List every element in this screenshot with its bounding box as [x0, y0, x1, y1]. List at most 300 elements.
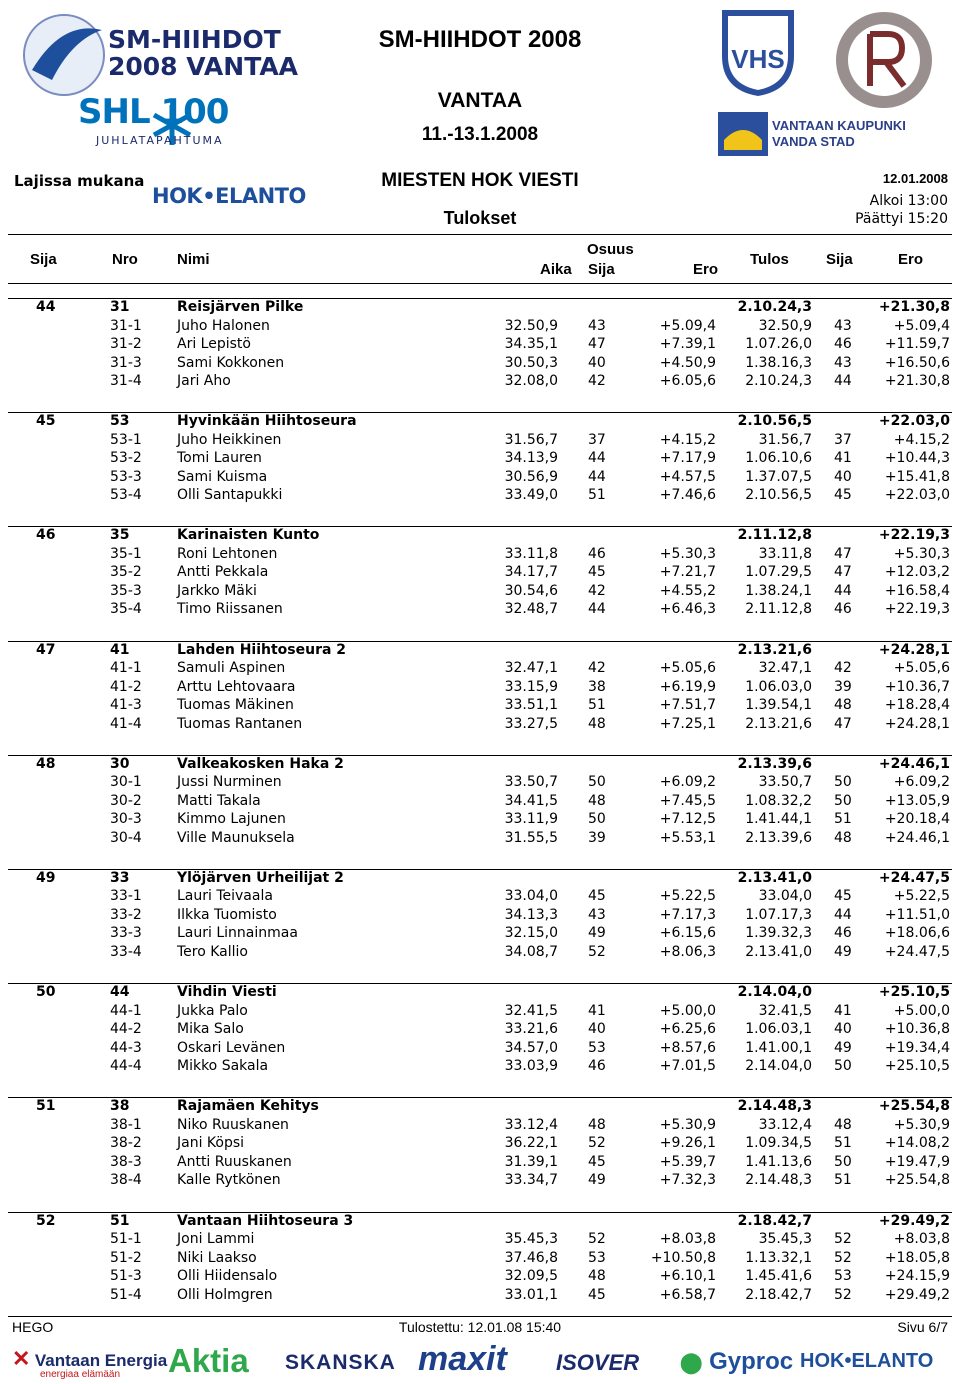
leg-aika: 31.39,1: [504, 1153, 558, 1170]
leg-name: Joni Lammi: [177, 1231, 255, 1247]
leg-osuus-ero: +7.01,5: [659, 1058, 716, 1075]
leg-row: [0, 1230, 960, 1249]
leg-tulos-sija: 49: [834, 1039, 852, 1056]
leg-name: Jussi Nurminen: [177, 774, 282, 791]
leg-name: Mika Salo: [177, 1021, 244, 1038]
grid-line-name: [170, 888, 171, 962]
leg-osuus-sija: 43: [588, 906, 606, 923]
leg-osuus-sija: 45: [588, 564, 606, 581]
race-date: 12.01.2008: [882, 171, 948, 186]
leg-nro: 51-3: [110, 1268, 142, 1284]
leg-tulos: 2.14.48,3: [745, 1172, 812, 1189]
team-row: [0, 412, 960, 431]
leg-osuus-ero: +10.50,8: [650, 1249, 716, 1266]
leg-tulos: 1.45.41,6: [745, 1268, 812, 1284]
grid-line-ero: [866, 1116, 867, 1190]
leg-tulos-ero: +5.30,3: [893, 545, 950, 562]
vhs-logo-icon: [718, 6, 798, 98]
leg-osuus-sija: 42: [588, 373, 606, 389]
team-rank: 46: [36, 527, 56, 544]
team-block: [0, 641, 960, 755]
isover-logo: ISOVER: [556, 1350, 640, 1375]
hok-elanto-footer-logo: HOK•ELANTO: [800, 1350, 934, 1372]
grid-line-sija: [826, 545, 827, 619]
leg-row: [0, 1134, 960, 1153]
leg-row: [0, 1267, 960, 1286]
leg-osuus-sija: 46: [588, 545, 606, 562]
grid-line-aika: [488, 545, 489, 619]
leg-tulos-sija: 53: [834, 1268, 852, 1284]
leg-tulos: 1.09.34,5: [745, 1135, 812, 1152]
leg-nro: 41-4: [110, 715, 142, 732]
leg-osuus-sija: 50: [588, 774, 606, 791]
leg-row: [0, 1153, 960, 1172]
leg-tulos-ero: +24.46,1: [884, 829, 950, 846]
leg-tulos-ero: +5.00,0: [893, 1002, 950, 1019]
leg-aika: 31.56,7: [504, 431, 558, 448]
leg-nro: 30-3: [110, 811, 142, 828]
leg-row: [0, 486, 960, 505]
leg-name: Ari Lepistö: [177, 336, 251, 352]
leg-name: Matti Takala: [177, 792, 261, 809]
leg-tulos: 33.11,8: [758, 545, 812, 562]
leg-tulos: 2.10.56,5: [745, 487, 812, 504]
grid-line-aika: [488, 888, 489, 962]
leg-osuus-ero: +8.06,3: [659, 943, 716, 960]
leg-tulos-ero: +20.18,4: [884, 811, 950, 828]
leg-aika: 34.13,3: [504, 906, 558, 923]
leg-row: [0, 317, 960, 336]
leg-osuus-ero: +6.58,7: [659, 1286, 716, 1303]
leg-osuus-ero: +7.32,3: [659, 1172, 716, 1189]
page-title: SM-HIIHDOT 2008: [378, 26, 582, 53]
leg-osuus-sija: 49: [588, 1172, 606, 1189]
leg-osuus-sija: 51: [588, 487, 606, 504]
team-nro: 51: [110, 1212, 130, 1229]
leg-osuus-ero: +8.03,8: [659, 1231, 716, 1247]
leg-tulos-ero: +10.36,7: [884, 678, 950, 695]
skanska-logo: SKANSKA: [285, 1351, 396, 1374]
leg-tulos-sija: 43: [834, 317, 852, 334]
leg-aika: 34.13,9: [504, 450, 558, 467]
grid-line-sija: [826, 431, 827, 505]
grid-line-osija: [585, 1002, 586, 1076]
leg-name: Sami Kuisma: [177, 468, 268, 485]
vantaan-energia-logo: ✕ Vantaan Energia energiaa elämään: [12, 1346, 168, 1380]
team-ero: +22.03,0: [878, 413, 950, 430]
team-block: [0, 298, 960, 412]
grid-line-aika: [488, 317, 489, 391]
leg-osuus-sija: 45: [588, 1286, 606, 1303]
leg-osuus-sija: 49: [588, 925, 606, 942]
leg-nro: 38-2: [110, 1135, 142, 1152]
grid-line-ero: [866, 317, 867, 391]
leg-nro: 38-1: [110, 1116, 142, 1133]
leg-name: Olli Holmgren: [177, 1286, 273, 1303]
leg-name: Juho Heikkinen: [177, 431, 282, 448]
grid-line-tulos: [722, 1231, 723, 1305]
leg-row: [0, 906, 960, 925]
leg-name: Antti Ruuskanen: [177, 1153, 292, 1170]
leg-nro: 31-4: [110, 373, 142, 389]
leg-tulos-sija: 50: [834, 1058, 852, 1075]
leg-row: [0, 1039, 960, 1058]
leg-aika: 35.45,3: [504, 1231, 558, 1247]
leg-nro: 30-4: [110, 829, 142, 846]
team-rank: 52: [36, 1212, 56, 1229]
leg-tulos-sija: 37: [834, 431, 852, 448]
leg-aika: 32.48,7: [504, 601, 558, 618]
leg-tulos-ero: +14.08,2: [884, 1135, 950, 1152]
team-name: Karinaisten Kunto: [177, 527, 320, 544]
leg-tulos-sija: 50: [834, 774, 852, 791]
leg-row: [0, 1171, 960, 1190]
leg-aika: 33.15,9: [504, 678, 558, 695]
leg-row: [0, 545, 960, 564]
leg-tulos: 1.39.32,3: [745, 925, 812, 942]
leg-nro: 35-1: [110, 545, 142, 562]
leg-row: [0, 678, 960, 697]
leg-aika: 33.21,6: [504, 1021, 558, 1038]
leg-row: [0, 354, 960, 373]
leg-tulos-sija: 44: [834, 582, 852, 599]
leg-osuus-ero: +6.05,6: [659, 373, 716, 389]
leg-row: [0, 1116, 960, 1135]
leg-tulos: 1.06.03,0: [745, 678, 812, 695]
gyproc-logo: [680, 1348, 793, 1376]
leg-tulos: 2.13.39,6: [745, 829, 812, 846]
grid-line-aika: [488, 774, 489, 848]
leg-aika: 33.27,5: [504, 715, 558, 732]
leg-aika: 32.15,0: [504, 925, 558, 942]
leg-name: Lauri Teivaala: [177, 888, 273, 905]
maxit-logo: maxit: [418, 1340, 507, 1378]
leg-osuus-ero: +6.46,3: [659, 601, 716, 618]
team-row: [0, 641, 960, 660]
leg-nro: 33-3: [110, 925, 142, 942]
leg-tulos-ero: +16.58,4: [884, 582, 950, 599]
leg-name: Kimmo Lajunen: [177, 811, 286, 828]
team-name: Vantaan Hiihtoseura 3: [177, 1212, 354, 1229]
leg-row: [0, 1020, 960, 1039]
leg-tulos-ero: +15.41,8: [884, 468, 950, 485]
leg-aika: 32.09,5: [504, 1268, 558, 1284]
leg-osuus-ero: +7.12,5: [659, 811, 716, 828]
leg-nro: 41-3: [110, 697, 142, 714]
leg-nro: 53-2: [110, 450, 142, 467]
leg-name: Roni Lehtonen: [177, 545, 278, 562]
leg-nro: 53-4: [110, 487, 142, 504]
leg-row: [0, 372, 960, 391]
grid-line-name: [170, 1002, 171, 1076]
team-block: [0, 869, 960, 983]
footer-rule: [8, 1316, 952, 1317]
grid-line-name: [170, 545, 171, 619]
leg-row: [0, 943, 960, 962]
team-row: [0, 1097, 960, 1116]
leg-nro: 35-2: [110, 564, 142, 581]
leg-tulos: 1.38.16,3: [745, 354, 812, 371]
leg-tulos-ero: +19.47,9: [884, 1153, 950, 1170]
leg-osuus-sija: 37: [588, 431, 606, 448]
leg-row: [0, 810, 960, 829]
leg-osuus-sija: 45: [588, 888, 606, 905]
footer-left: HEGO: [12, 1319, 54, 1335]
team-rank: 50: [36, 984, 56, 1001]
leg-osuus-sija: 41: [588, 1002, 606, 1019]
leg-row: [0, 715, 960, 734]
logo-title-line-2: 2008 VANTAA: [108, 52, 299, 81]
leg-tulos: 1.06.03,1: [745, 1021, 812, 1038]
grid-line-aika: [488, 660, 489, 734]
col-tulos-ero: Ero: [898, 251, 924, 268]
leg-row: [0, 563, 960, 582]
leg-name: Tero Kallio: [177, 943, 248, 960]
leg-nro: 44-2: [110, 1021, 142, 1038]
leg-osuus-ero: +5.05,6: [659, 660, 716, 677]
leg-osuus-ero: +8.57,6: [659, 1039, 716, 1056]
leg-tulos-sija: 50: [834, 1153, 852, 1170]
leg-tulos-sija: 46: [834, 925, 852, 942]
leg-tulos-ero: +18.28,4: [884, 697, 950, 714]
grid-line-osija: [585, 317, 586, 391]
team-ero: +25.10,5: [878, 984, 950, 1001]
grid-line-name: [170, 317, 171, 391]
end-time: Päättyi 15:20: [855, 211, 948, 227]
gyproc-name: Gyproc: [709, 1348, 794, 1375]
grid-line-name: [170, 660, 171, 734]
leg-tulos-ero: +5.22,5: [893, 888, 950, 905]
grid-line-tulos: [722, 431, 723, 505]
grid-line-sija: [826, 1231, 827, 1305]
leg-osuus-ero: +7.21,7: [659, 564, 716, 581]
leg-aika: 33.01,1: [504, 1286, 558, 1303]
footer-page: Sivu 6/7: [897, 1319, 948, 1335]
header-bottom-rule: [8, 283, 952, 284]
team-nro: 30: [110, 755, 130, 772]
leg-aika: 33.11,8: [504, 545, 558, 562]
leg-nro: 53-1: [110, 431, 142, 448]
leg-nro: 41-2: [110, 678, 142, 695]
hok-elanto-logo: HOK•ELANTO: [152, 184, 306, 208]
leg-tulos-ero: +5.30,9: [893, 1116, 950, 1133]
team-ero: +24.28,1: [878, 641, 950, 658]
col-osuus: Osuus: [587, 241, 634, 258]
leg-tulos-sija: 48: [834, 1116, 852, 1133]
team-row: [0, 526, 960, 545]
grid-line-aika: [488, 431, 489, 505]
leg-osuus-sija: 40: [588, 1021, 606, 1038]
vantaa-city-logo-text: [772, 118, 906, 150]
grid-line-tulos: [722, 545, 723, 619]
col-osuus-sija: Sija: [588, 261, 615, 278]
grid-line-osija: [585, 660, 586, 734]
team-block: [0, 1097, 960, 1211]
vantaa-city-crest-icon: [716, 110, 770, 158]
leg-nro: 31-2: [110, 336, 142, 352]
team-tulos: 2.14.48,3: [737, 1098, 812, 1115]
grid-line-name: [170, 431, 171, 505]
team-ero: +21.30,8: [878, 299, 950, 315]
grid-line-tulos: [722, 888, 723, 962]
leg-row: [0, 582, 960, 601]
leg-tulos-ero: +6.09,2: [893, 774, 950, 791]
grid-line-name: [170, 1116, 171, 1190]
leg-tulos-ero: +11.59,7: [884, 336, 950, 352]
leg-tulos-sija: 52: [834, 1249, 852, 1266]
leg-name: Tuomas Mäkinen: [177, 697, 294, 714]
team-nro: 38: [110, 1098, 130, 1115]
leg-aika: 34.17,7: [504, 564, 558, 581]
leg-aika: 34.41,5: [504, 792, 558, 809]
team-nro: 33: [110, 869, 130, 886]
pr-monogram-logo-icon: [832, 8, 936, 112]
team-ero: +22.19,3: [878, 527, 950, 544]
leg-name: Juho Halonen: [177, 317, 270, 334]
team-rank: 45: [36, 413, 56, 430]
sponsor-bar: [0, 1340, 960, 1384]
team-tulos: 2.10.24,3: [737, 299, 812, 315]
team-name: Vihdin Viesti: [177, 984, 277, 1001]
col-tulos-sija: Sija: [826, 251, 853, 268]
leg-nro: 31-3: [110, 354, 142, 371]
leg-osuus-ero: +9.26,1: [659, 1135, 716, 1152]
leg-osuus-sija: 53: [588, 1039, 606, 1056]
leg-tulos-ero: +12.03,2: [884, 564, 950, 581]
leg-aika: 33.51,1: [504, 697, 558, 714]
col-nro: Nro: [112, 251, 138, 268]
leg-tulos-ero: +8.03,8: [893, 1231, 950, 1247]
leg-tulos-sija: 42: [834, 660, 852, 677]
leg-osuus-sija: 42: [588, 660, 606, 677]
leg-osuus-ero: +5.30,3: [659, 545, 716, 562]
leg-osuus-ero: +5.39,7: [659, 1153, 716, 1170]
team-row: [0, 755, 960, 774]
leg-name: Ville Maunuksela: [177, 829, 295, 846]
grid-line-oero: [626, 660, 627, 734]
leg-osuus-ero: +6.15,6: [659, 925, 716, 942]
leg-tulos-ero: +11.51,0: [884, 906, 950, 923]
leg-osuus-sija: 38: [588, 678, 606, 695]
leg-tulos-ero: +13.05,9: [884, 792, 950, 809]
leg-osuus-sija: 48: [588, 1116, 606, 1133]
leg-tulos: 32.50,9: [758, 317, 812, 334]
leg-aika: 33.12,4: [504, 1116, 558, 1133]
leg-tulos-ero: +25.54,8: [884, 1172, 950, 1189]
leg-tulos: 1.37.07,5: [745, 468, 812, 485]
leg-osuus-sija: 48: [588, 1268, 606, 1284]
leg-tulos: 31.56,7: [758, 431, 812, 448]
leg-osuus-ero: +4.55,2: [659, 582, 716, 599]
team-block: [0, 1212, 960, 1326]
leg-tulos-ero: +22.19,3: [884, 601, 950, 618]
leg-aika: 33.34,7: [504, 1172, 558, 1189]
leg-tulos-sija: 51: [834, 811, 852, 828]
leg-tulos-ero: +16.50,6: [884, 354, 950, 371]
grid-line-osija: [585, 774, 586, 848]
grid-line-name: [170, 774, 171, 848]
team-name: Ylöjärven Urheilijat 2: [177, 869, 344, 886]
leg-nro: 30-2: [110, 792, 142, 809]
team-block: [0, 983, 960, 1097]
leg-tulos: 1.41.00,1: [745, 1039, 812, 1056]
grid-line-tulos: [722, 774, 723, 848]
grid-line-tulos: [722, 660, 723, 734]
leg-aika: 32.08,0: [504, 373, 558, 389]
leg-tulos: 33.04,0: [758, 888, 812, 905]
grid-line-sija: [826, 1116, 827, 1190]
leg-tulos: 1.06.10,6: [745, 450, 812, 467]
leg-tulos-sija: 52: [834, 1286, 852, 1303]
leg-nro: 35-4: [110, 601, 142, 618]
leg-tulos-sija: 44: [834, 373, 852, 389]
grid-line-sija: [826, 774, 827, 848]
leg-aika: 31.55,5: [504, 829, 558, 846]
leg-nro: 35-3: [110, 582, 142, 599]
vhs-logo-text: VHS: [731, 44, 785, 74]
leg-aika: 33.11,9: [504, 811, 558, 828]
grid-line-osija: [585, 1231, 586, 1305]
leg-aika: 30.54,6: [504, 582, 558, 599]
leg-name: Sami Kokkonen: [177, 354, 285, 371]
leg-row: [0, 468, 960, 487]
leg-row: [0, 659, 960, 678]
leg-tulos: 33.12,4: [758, 1116, 812, 1133]
city-logo-line-2: VANDA STAD: [772, 134, 855, 149]
leg-row: [0, 829, 960, 848]
lajissa-label: Lajissa mukana: [14, 172, 145, 190]
leg-tulos: 1.08.32,2: [745, 792, 812, 809]
leg-aika: 32.50,9: [504, 317, 558, 334]
grid-line-osija: [585, 1116, 586, 1190]
leg-tulos-ero: +10.36,8: [884, 1021, 950, 1038]
grid-line-oero: [626, 888, 627, 962]
leg-osuus-ero: +4.57,5: [659, 468, 716, 485]
team-tulos: 2.13.39,6: [737, 755, 812, 772]
team-ero: +29.49,2: [878, 1212, 950, 1229]
leg-nro: 51-2: [110, 1249, 142, 1266]
leg-tulos-ero: +18.05,8: [884, 1249, 950, 1266]
leg-osuus-sija: 40: [588, 354, 606, 371]
leg-nro: 30-1: [110, 774, 142, 791]
leg-name: Olli Santapukki: [177, 487, 283, 504]
grid-line-oero: [626, 774, 627, 848]
leg-tulos: 2.13.21,6: [745, 715, 812, 732]
event-city: VANTAA: [437, 89, 523, 112]
leg-tulos-sija: 41: [834, 1002, 852, 1019]
leg-osuus-sija: 50: [588, 811, 606, 828]
team-ero: +25.54,8: [878, 1098, 950, 1115]
team-rank: 44: [36, 299, 56, 315]
leg-nro: 53-3: [110, 468, 142, 485]
leg-nro: 44-3: [110, 1039, 142, 1056]
footer-printed: Tulostettu: 12.01.08 15:40: [398, 1319, 562, 1335]
leg-osuus-ero: +7.17,9: [659, 450, 716, 467]
grid-line-oero: [626, 317, 627, 391]
leg-aika: 30.56,9: [504, 468, 558, 485]
leg-osuus-sija: 47: [588, 336, 606, 352]
leg-tulos-sija: 47: [834, 564, 852, 581]
leg-osuus-sija: 46: [588, 1058, 606, 1075]
grid-line-tulos: [722, 317, 723, 391]
leg-aika: 30.50,3: [504, 354, 558, 371]
leg-tulos-ero: +24.15,9: [884, 1268, 950, 1284]
leg-tulos: 32.47,1: [758, 660, 812, 677]
grid-line-aika: [488, 1116, 489, 1190]
leg-row: [0, 924, 960, 943]
leg-row: [0, 1002, 960, 1021]
leg-tulos: 33.50,7: [758, 774, 812, 791]
